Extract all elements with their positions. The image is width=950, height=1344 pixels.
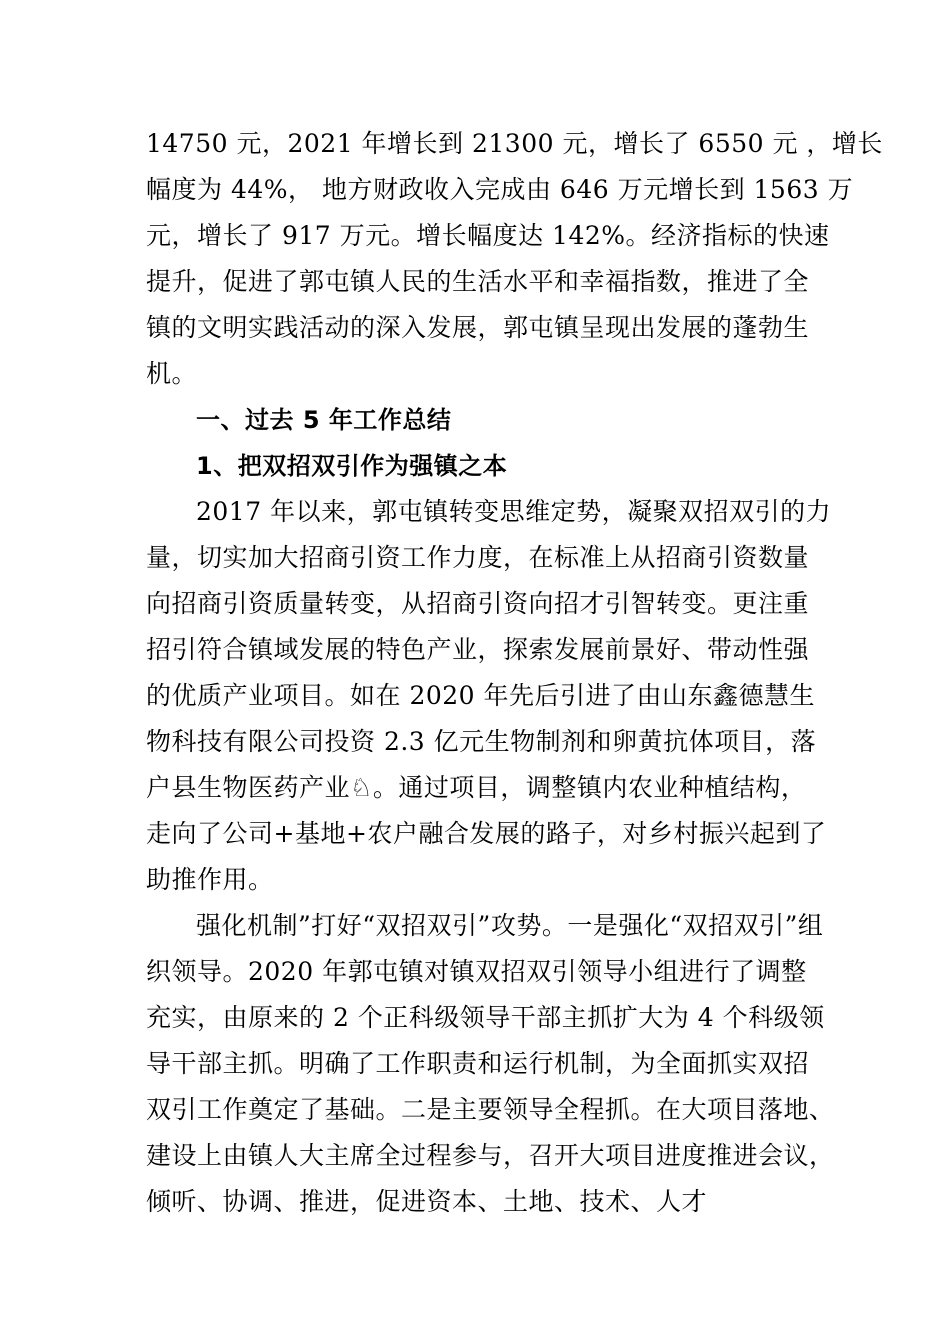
- paragraph-3-line-7: 倾听、协调、推进，促进资本、土地、技术、人才: [146, 1187, 708, 1216]
- paragraph-3-line-5: 双引工作奠定了基础。二是主要领导全程抓。在大项目落地、: [146, 1095, 835, 1124]
- paragraph-2-line-2: 量，切实加大招商引资工作力度，在标准上从招商引资数量: [146, 543, 810, 572]
- paragraph-2-line-3: 向招商引资质量转变，从招商引资向招才引智转变。更注重: [146, 589, 810, 618]
- paragraph-3-line-2: 织领导。2020 年郭屯镇对镇双招双引领导小组进行了调整: [146, 957, 807, 986]
- paragraph-2-line-4: 招引符合镇域发展的特色产业，探索发展前景好、带动性强: [146, 635, 810, 664]
- paragraph-1-line-5: 镇的文明实践活动的深入发展，郭屯镇呈现出发展的蓬勃生: [146, 313, 810, 342]
- paragraph-1-line-6: 机。: [146, 359, 198, 388]
- paragraph-3-line-4: 导干部主抓。明确了工作职责和运行机制，为全面抓实双招: [146, 1049, 810, 1078]
- paragraph-2-line-5: 的优质产业项目。如在 2020 年先后引进了由山东鑫德慧生: [146, 681, 816, 710]
- paragraph-1-line-2: 幅度为 44%， 地方财政收入完成由 646 万元增长到 1563 万: [146, 175, 854, 204]
- subsection-heading: 1、把双招双引作为强镇之本: [196, 452, 508, 480]
- paragraph-3-line-3: 充实，由原来的 2 个正科级领导干部主抓扩大为 4 个科级领: [146, 1003, 825, 1032]
- paragraph-2-line-1: 2017 年以来，郭屯镇转变思维定势，凝聚双招双引的力: [196, 497, 832, 526]
- paragraph-1-line-4: 提升，促进了郭屯镇人民的生活水平和幸福指数，推进了全: [146, 267, 810, 296]
- paragraph-3-line-1: 强化机制”打好“双招双引”攻势。一是强化“双招双引”组: [196, 911, 824, 940]
- paragraph-1-line-1: 14750 元，2021 年增长到 21300 元，增长了 6550 元 ，增长: [146, 129, 883, 158]
- paragraph-1-line-3: 元，增长了 917 万元。增长幅度达 142%。经济指标的快速: [146, 221, 830, 250]
- paragraph-2-line-8: 走向了公司+基地+农户融合发展的路子，对乡村振兴起到了: [146, 819, 827, 848]
- paragraph-2-line-9: 助推作用。: [146, 865, 274, 894]
- paragraph-2-line-6: 物科技有限公司投资 2.3 亿元生物制剂和卵黄抗体项目，落: [146, 727, 817, 756]
- paragraph-2-line-7: 户县生物医药产业♘。通过项目，调整镇内农业种植结构，: [146, 773, 807, 802]
- paragraph-3-line-6: 建设上由镇人大主席全过程参与，召开大项目进度推进会议，: [146, 1141, 835, 1170]
- section-heading: 一、过去 5 年工作总结: [196, 406, 452, 434]
